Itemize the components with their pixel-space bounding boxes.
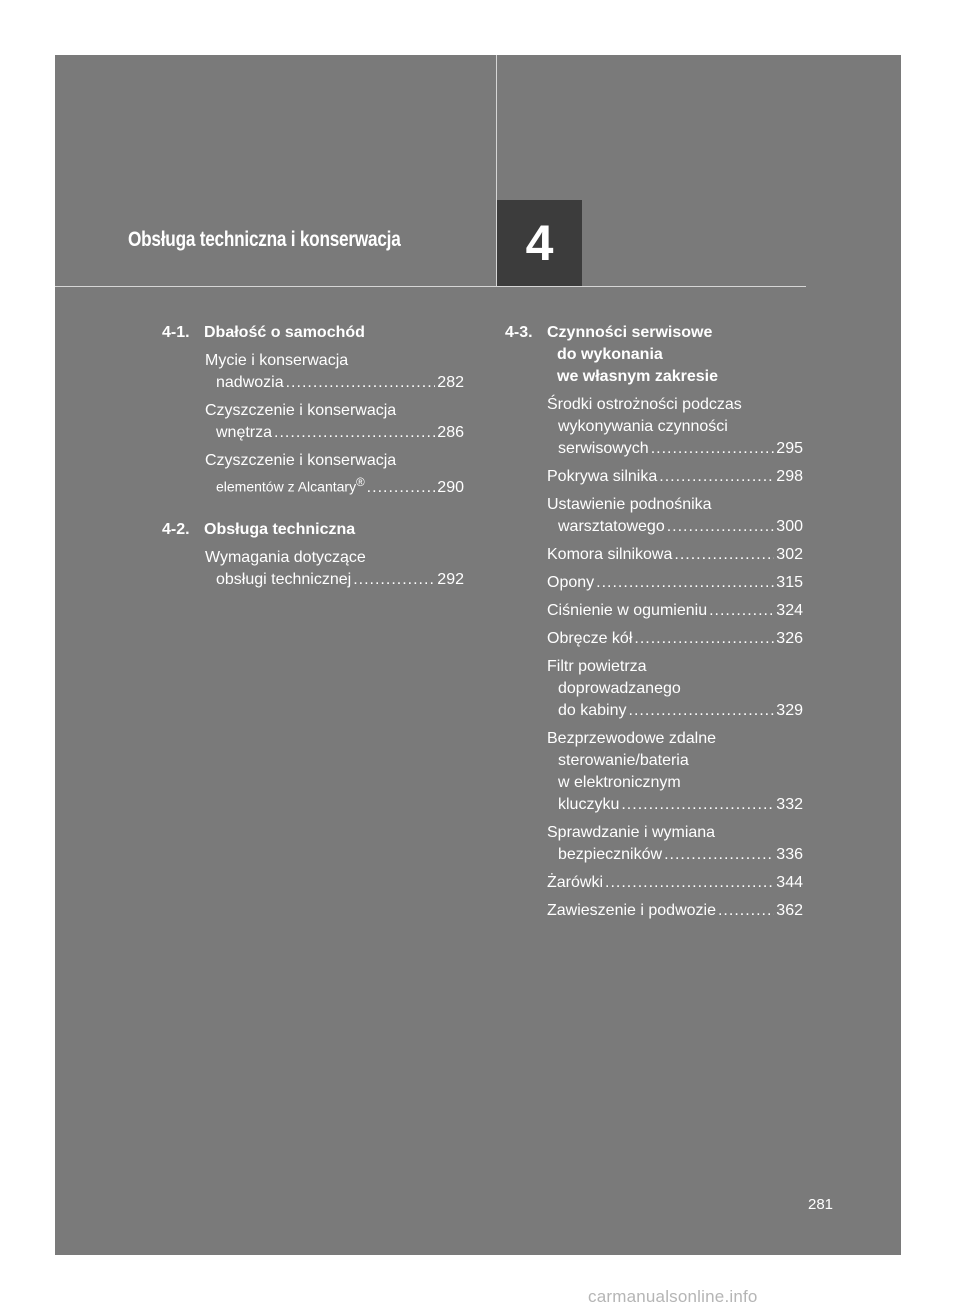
section-title: Czynności serwisowe: [547, 324, 713, 341]
toc-entry-label: [216, 472, 365, 498]
toc-entry-label: kluczyku: [558, 796, 620, 813]
toc-entry-label: Mycie i konserwacja: [205, 352, 349, 369]
toc-entry-czyszczenie-alcantary[interactable]: [205, 450, 464, 499]
toc-left-column: [162, 322, 464, 605]
toc-entry-label: Czyszczenie i konserwacja: [205, 452, 397, 469]
toc-entry-bezpieczniki[interactable]: [547, 822, 803, 866]
toc-entry-mycie-nadwozia[interactable]: [205, 350, 464, 394]
section-title-cont: we własnym zakresie: [557, 368, 718, 385]
page-ref: 290: [437, 478, 464, 496]
toc-entry-pokrywa-silnika[interactable]: [547, 466, 803, 488]
toc-entry-label: Opony: [547, 574, 595, 591]
toc-entry-label: Czyszczenie i konserwacja: [205, 402, 397, 419]
toc-entry-komora-silnikowa[interactable]: [547, 544, 803, 566]
toc-entry-label: bezpieczników: [558, 846, 663, 863]
page-ref: 295: [776, 440, 803, 457]
toc-entry-cisnienie[interactable]: [547, 600, 803, 622]
dot-leader: [353, 569, 435, 591]
dot-leader: [659, 466, 774, 488]
toc-entry-label: Środki ostrożności podczas: [547, 396, 742, 413]
dot-leader: [674, 544, 774, 566]
toc-entry-label: obsługi technicznej: [216, 570, 352, 588]
toc-entry-label: sterowanie/bateria: [558, 752, 689, 769]
page-ref: 286: [437, 424, 464, 441]
page-ref: 282: [437, 374, 464, 391]
toc-entry-zarowki[interactable]: [547, 872, 803, 894]
toc-entry-zdalne-sterowanie[interactable]: [547, 728, 803, 816]
toc-entry-label: Ciśnienie w ogumieniu: [547, 602, 708, 619]
toc-entry-label: Sprawdzanie i wymiana: [547, 824, 716, 841]
toc-entry-srodki-ostroznosci[interactable]: [547, 394, 803, 460]
dot-leader: [667, 516, 775, 538]
dot-leader: [605, 872, 774, 894]
toc-entry-podnosnik[interactable]: [547, 494, 803, 538]
toc-entry-label: Pokrywa silnika: [547, 468, 658, 485]
toc-section-4-1: [162, 322, 464, 499]
toc-entry-label: do kabiny: [558, 702, 627, 719]
page-ref: 298: [776, 468, 803, 485]
toc-entry-label: Żarówki: [547, 874, 604, 891]
section-number: 4-2.: [162, 520, 190, 538]
toc-section-4-3: [505, 322, 803, 922]
dot-leader: [634, 628, 774, 650]
dot-leader: [286, 372, 436, 394]
chapter-title: Obsługa techniczna i konserwacja: [128, 228, 401, 251]
registered-mark: ®: [356, 476, 365, 489]
dot-leader: [367, 477, 436, 499]
page-ref: 324: [776, 602, 803, 619]
toc-entry-label: warsztatowego: [558, 518, 665, 535]
dot-leader: [718, 900, 774, 922]
toc-entry-opony[interactable]: [547, 572, 803, 594]
dot-leader: [664, 844, 774, 866]
horizontal-divider: [55, 286, 806, 287]
page-ref: 336: [776, 846, 803, 863]
toc-entry-wymagania[interactable]: [205, 547, 464, 591]
dot-leader: [621, 794, 774, 816]
dot-leader: [651, 438, 775, 460]
toc-entry-label: Wymagania dotyczące: [205, 548, 366, 566]
page-ref: 300: [776, 518, 803, 535]
section-title: Dbałość o samochód: [204, 324, 365, 341]
page-number: 281: [808, 1196, 834, 1213]
toc-entry-czyszczenie-wnetrza[interactable]: [205, 400, 464, 444]
toc-entry-label: nadwozia: [216, 374, 284, 391]
toc-entry-label-text: elementów z Alcantary: [216, 478, 357, 495]
toc-entry-zawieszenie[interactable]: [547, 900, 803, 922]
toc-entry-filtr[interactable]: [547, 656, 803, 722]
page-ref: 292: [437, 570, 464, 588]
page-ref: 326: [776, 630, 803, 647]
page-ref: 332: [776, 796, 803, 813]
dot-leader: [709, 600, 774, 622]
toc-section-4-2: [162, 519, 464, 591]
toc-entry-label: wnętrza: [216, 424, 273, 441]
section-number: 4-3.: [505, 324, 533, 341]
dot-leader: [596, 572, 774, 594]
toc-entry-label: Filtr powietrza: [547, 658, 647, 675]
dot-leader: [274, 422, 435, 444]
toc-entry-label: serwisowych: [558, 440, 649, 457]
toc-entry-obrecze[interactable]: [547, 628, 803, 650]
section-number: 4-1.: [162, 324, 190, 341]
toc-entry-label: Obręcze kół: [547, 630, 633, 647]
chapter-number-tab: [497, 200, 582, 286]
toc-right-column: [505, 322, 803, 936]
toc-entry-label: Ustawienie podnośnika: [547, 496, 712, 513]
dot-leader: [629, 700, 775, 722]
toc-entry-label: doprowadzanego: [558, 680, 681, 697]
toc-entry-label: Bezprzewodowe zdalne: [547, 730, 716, 747]
toc-entry-label: Zawieszenie i podwozie: [547, 902, 716, 919]
page-ref: 344: [776, 874, 803, 891]
toc-entry-label: Komora silnikowa: [547, 546, 673, 563]
chapter-number: 4: [525, 215, 554, 271]
page-ref: 315: [776, 574, 803, 591]
toc-entry-label: wykonywania czynności: [558, 418, 728, 435]
section-heading: [162, 519, 464, 541]
section-title-cont: do wykonania: [557, 346, 663, 363]
section-heading: [505, 322, 803, 388]
toc-entry-label: w elektronicznym: [558, 774, 681, 791]
section-heading: [162, 322, 464, 344]
page-ref: 329: [776, 702, 803, 719]
section-title: Obsługa techniczna: [204, 520, 356, 538]
page-ref: 362: [776, 902, 803, 919]
page-ref: 302: [776, 546, 803, 563]
site-watermark: carmanualsonline.info: [588, 1287, 758, 1306]
